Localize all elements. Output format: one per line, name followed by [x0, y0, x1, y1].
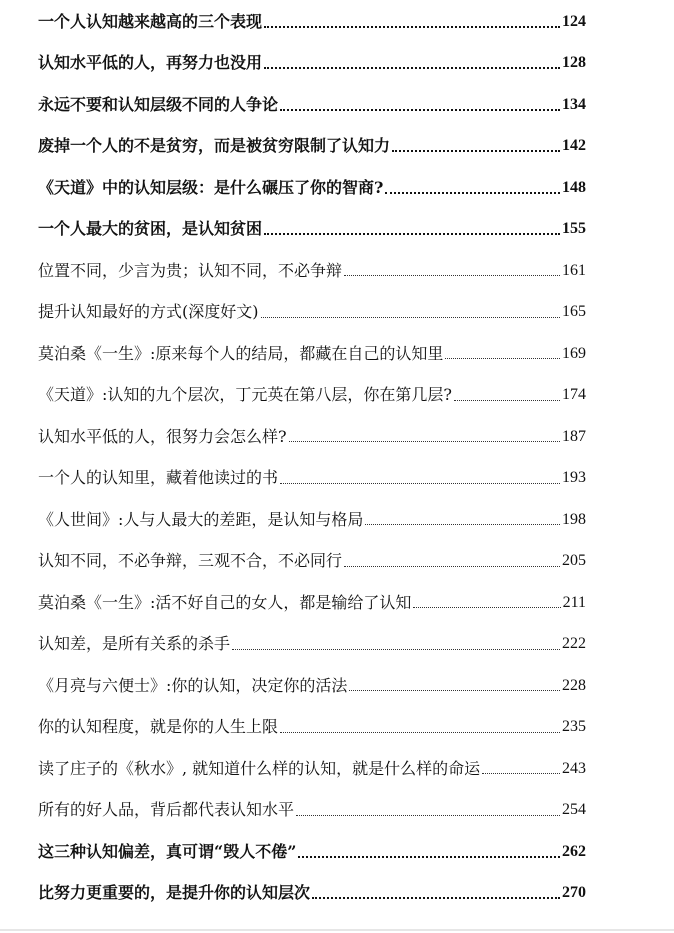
toc-entry-page-number: 235: [562, 718, 586, 736]
toc-entry-page-number: 128: [562, 54, 586, 72]
toc-entry-page-number: 193: [562, 469, 586, 487]
toc-entry[interactable]: [38, 665, 586, 707]
toc-dot-leader: [264, 67, 560, 69]
toc-dot-leader: [344, 275, 560, 276]
toc-dot-leader: [289, 441, 560, 442]
page-bottom-divider: [0, 929, 674, 931]
toc-entry[interactable]: [38, 43, 586, 85]
toc-entry[interactable]: [38, 790, 586, 832]
toc-entry[interactable]: [38, 831, 586, 873]
toc-entry-title: 一个人认知越来越高的三个表现: [38, 11, 263, 31]
toc-entry-title: 《天道》:认知的九个层次，丁元英在第八层，你在第几层?: [38, 385, 452, 405]
toc-entry[interactable]: [38, 873, 586, 915]
toc-dot-leader: [232, 649, 560, 650]
toc-entry[interactable]: [38, 416, 586, 458]
toc-entry-page-number: 124: [562, 12, 586, 30]
toc-entry-title: 这三种认知偏差，真可谓“毁人不倦”: [38, 841, 297, 861]
toc-entry[interactable]: [38, 1, 586, 43]
toc-dot-leader: [413, 607, 560, 608]
toc-entry-page-number: 134: [562, 95, 586, 113]
toc-entry-page-number: 161: [562, 261, 586, 279]
toc-entry[interactable]: [38, 126, 586, 168]
toc-entry-title: 位置不同，少言为贵；认知不同，不必争辩: [38, 260, 343, 280]
toc-entry[interactable]: [38, 167, 586, 209]
toc-entry-page-number: 198: [562, 510, 586, 528]
toc-dot-leader: [349, 690, 560, 691]
toc-entry-title: 比努力更重要的，是提升你的认知层次: [38, 883, 311, 903]
toc-entry-page-number: 243: [562, 759, 586, 777]
toc-entry-page-number: 174: [562, 386, 586, 404]
toc-entry-page-number: 169: [562, 344, 586, 362]
toc-entry-page-number: 211: [562, 593, 586, 611]
toc-entry-title: 一个人最大的贫困，是认知贫困: [38, 219, 263, 239]
toc-entry[interactable]: [38, 499, 586, 541]
toc-entry-title: 所有的好人品，背后都代表认知水平: [38, 800, 295, 820]
toc-entry-page-number: 270: [562, 884, 586, 902]
toc-entry-title: 《月亮与六便士》:你的认知，决定你的活法: [38, 675, 348, 695]
toc-entry-title: 你的认知程度，就是你的人生上限: [38, 717, 279, 737]
toc-entry-title: 一个人的认知里，藏着他读过的书: [38, 468, 279, 488]
toc-entry[interactable]: [38, 582, 586, 624]
toc-entry-page-number: 205: [562, 552, 586, 570]
toc-entry-page-number: 262: [562, 842, 586, 860]
toc-entry-title: 莫泊桑《一生》:活不好自己的女人，都是输给了认知: [38, 592, 412, 612]
toc-entry[interactable]: [38, 541, 586, 583]
toc-entry-page-number: 254: [562, 801, 586, 819]
toc-dot-leader: [296, 815, 560, 816]
toc-dot-leader: [385, 192, 560, 194]
toc-entry-page-number: 142: [562, 137, 586, 155]
toc-entry[interactable]: [38, 748, 586, 790]
toc-dot-leader: [445, 358, 560, 359]
toc-entry-title: 认知差，是所有关系的杀手: [38, 634, 231, 654]
toc-entry-page-number: 155: [562, 220, 586, 238]
toc-entry[interactable]: [38, 250, 586, 292]
toc-entry-title: 《人世间》:人与人最大的差距，是认知与格局: [38, 509, 364, 529]
toc-dot-leader: [344, 566, 560, 567]
toc-entry-title: 读了庄子的《秋水》, 就知道什么样的认知，就是什么样的命运: [38, 758, 481, 778]
toc-entry[interactable]: [38, 292, 586, 334]
toc-dot-leader: [280, 732, 560, 733]
toc-entry-page-number: 222: [562, 635, 586, 653]
toc-dot-leader: [280, 109, 560, 111]
toc-entry[interactable]: [38, 375, 586, 417]
toc-entry[interactable]: [38, 624, 586, 666]
toc-entry-title: 永远不要和认知层级不同的人争论: [38, 94, 279, 114]
toc-entry[interactable]: [38, 333, 586, 375]
toc-dot-leader: [392, 150, 560, 152]
toc-dot-leader: [261, 317, 561, 318]
toc-dot-leader: [264, 26, 560, 28]
toc-entry-title: 《天道》中的认知层级：是什么碾压了你的智商?: [38, 177, 384, 197]
toc-dot-leader: [454, 400, 560, 401]
toc-dot-leader: [298, 856, 560, 858]
toc-entry[interactable]: [38, 84, 586, 126]
toc-entry-title: 提升认知最好的方式(深度好文): [38, 302, 259, 322]
toc-dot-leader: [365, 524, 560, 525]
table-of-contents: [38, 0, 586, 914]
toc-entry-page-number: 187: [562, 427, 586, 445]
toc-entry-title: 认知水平低的人，再努力也没用: [38, 53, 263, 73]
toc-entry[interactable]: [38, 707, 586, 749]
toc-entry-title: 认知水平低的人，很努力会怎么样?: [38, 426, 287, 446]
toc-dot-leader: [264, 233, 560, 235]
toc-entry-page-number: 165: [562, 303, 586, 321]
toc-entry[interactable]: [38, 209, 586, 251]
toc-dot-leader: [312, 897, 560, 899]
toc-entry-page-number: 148: [562, 178, 586, 196]
toc-entry-title: 废掉一个人的不是贫穷，而是被贫穷限制了认知力: [38, 136, 391, 156]
toc-dot-leader: [280, 483, 560, 484]
toc-entry-title: 莫泊桑《一生》:原来每个人的结局，都藏在自己的认知里: [38, 343, 444, 363]
toc-entry-page-number: 228: [562, 676, 586, 694]
toc-dot-leader: [482, 773, 560, 774]
toc-entry[interactable]: [38, 458, 586, 500]
toc-entry-title: 认知不同，不必争辩，三观不合，不必同行: [38, 551, 343, 571]
